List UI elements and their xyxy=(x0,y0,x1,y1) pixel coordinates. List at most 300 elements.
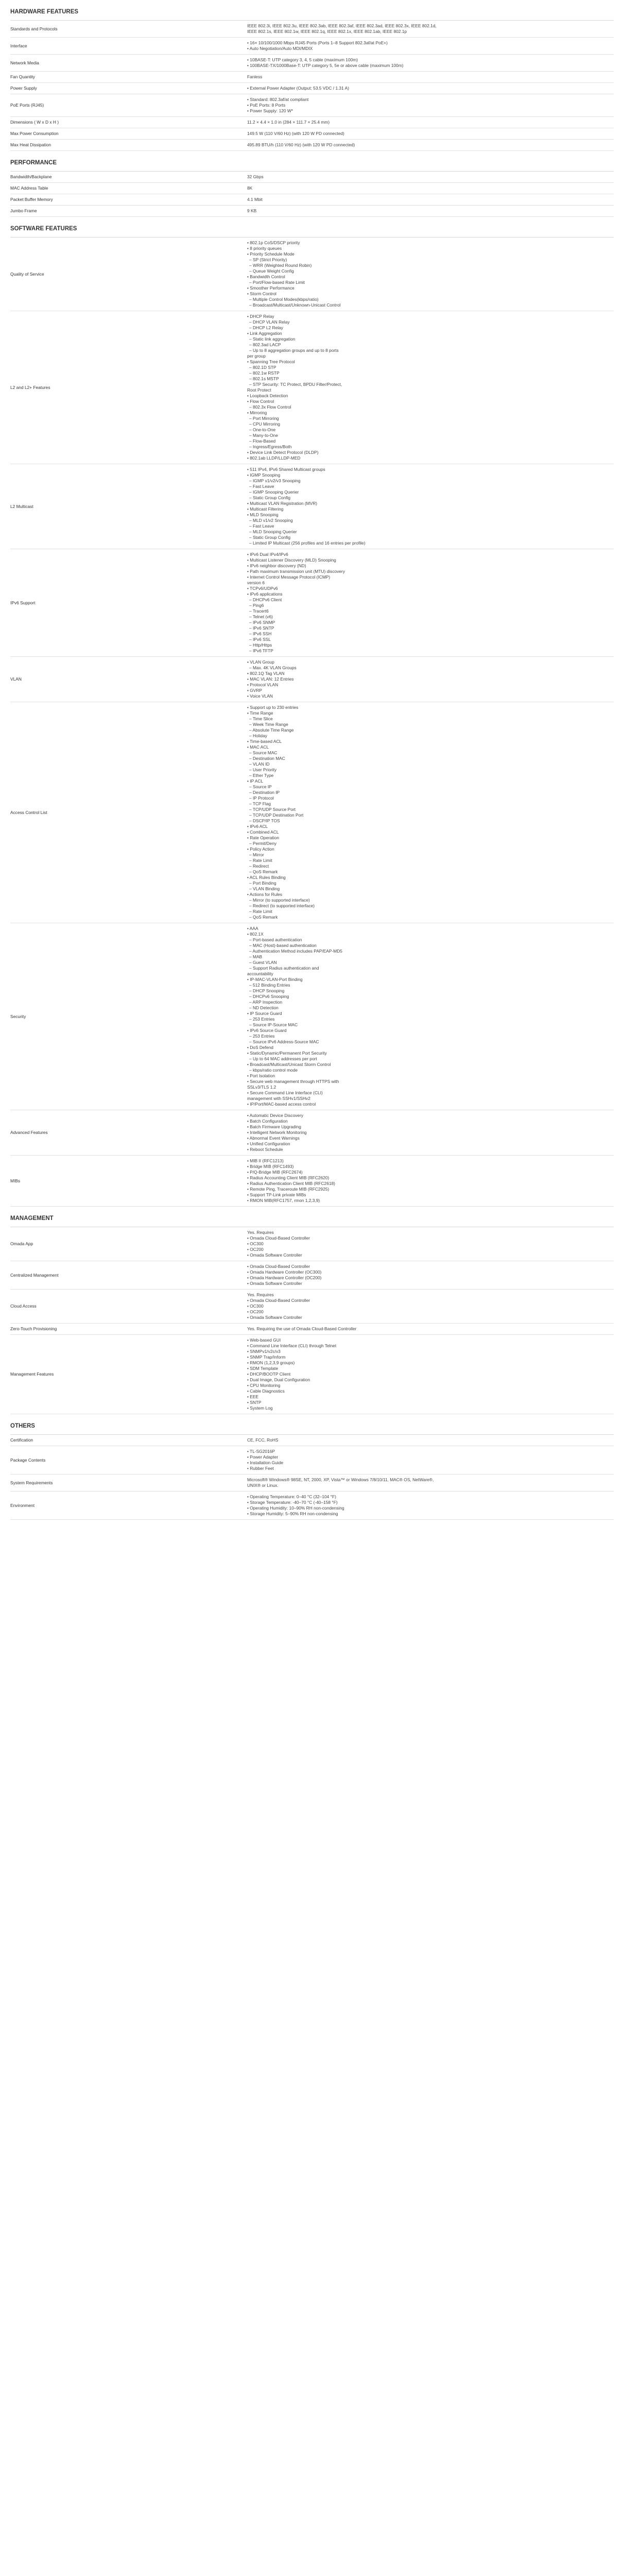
spec-row xyxy=(10,183,614,194)
spec-label: Fan Quantity xyxy=(10,72,247,83)
spec-value-line: • Omada Software Controller xyxy=(247,1281,302,1286)
spec-label: Certification xyxy=(10,1435,247,1446)
spec-value xyxy=(247,55,614,72)
spec-value-line: • Link Aggregation xyxy=(247,331,282,336)
spec-value-line: CE, FCC, RoHS xyxy=(247,1437,279,1443)
spec-row xyxy=(10,1261,614,1290)
spec-value-line: – DHCP VLAN Relay xyxy=(249,319,290,325)
spec-label: VLAN xyxy=(10,657,247,702)
spec-value-line: • Web-based GUI xyxy=(247,1337,281,1343)
spec-value xyxy=(247,1335,614,1414)
spec-value-line: – Up to 8 aggregation groups and up to 8 ports xyxy=(249,348,339,353)
spec-value-line: • CPU Monitoring xyxy=(247,1383,281,1388)
spec-value-line: – STP Security: TC Protect, BPDU Filter/Protect, xyxy=(249,382,342,387)
spec-value-line: – 802.1w RSTP xyxy=(249,370,280,376)
spec-value-line: • Operating Humidity: 10–90% RH non-condensing xyxy=(247,1505,344,1511)
spec-value-line: accountability xyxy=(247,971,273,976)
spec-value-line: • P/Q-Bridge MIB (RFC2674) xyxy=(247,1170,303,1175)
spec-value-line: • IP-MAC-VLAN-Port Binding xyxy=(247,977,303,982)
spec-value-line: – Static link aggregation xyxy=(249,336,296,342)
spec-row xyxy=(10,72,614,83)
spec-value-line: • Mirroring xyxy=(247,410,267,415)
spec-value-line: • Omada Software Controller xyxy=(247,1315,302,1320)
spec-value-line: – VLAN ID xyxy=(249,761,270,767)
spec-row xyxy=(10,923,614,1110)
spec-value-line: • Spanning Tree Protocol xyxy=(247,359,295,364)
spec-value-line: – IPv6 SSH xyxy=(249,631,272,636)
spec-value xyxy=(247,194,614,206)
spec-row xyxy=(10,38,614,55)
spec-value-line: – Broadcast/Multicast/Unknown-Unicast Control xyxy=(249,302,341,308)
spec-row xyxy=(10,1475,614,1492)
spec-label: Package Contents xyxy=(10,1446,247,1475)
spec-value-line: – User Priority xyxy=(249,767,277,772)
spec-value-line: – DHCPv6 Snooping xyxy=(249,994,289,999)
spec-value-line: • Command Line Interface (CLI) through Telnet xyxy=(247,1343,337,1348)
spec-value-line: • Storm Control xyxy=(247,291,276,296)
spec-value-line: – Week Time Range xyxy=(249,722,288,727)
spec-label: Packet Buffer Memory xyxy=(10,194,247,206)
spec-value-line: – 253 Entries xyxy=(249,1033,275,1039)
spec-value-line: • GVRP xyxy=(247,688,262,693)
spec-value-line: • Internet Control Message Protocol (ICMP) xyxy=(247,574,331,580)
spec-value-line: • Policy Action xyxy=(247,846,274,852)
spec-value xyxy=(247,183,614,194)
spec-value-line: • Dual Image, Dual Configuration xyxy=(247,1377,310,1382)
spec-value xyxy=(247,140,614,151)
spec-value-line: – Mirror xyxy=(249,852,264,857)
spec-value-line: • Actions for Rules xyxy=(247,892,283,897)
spec-value-line: – QoS Remark xyxy=(249,914,278,920)
spec-value-line: – TCP Flag xyxy=(249,801,271,806)
spec-value-line: • SNMP Trap/Inform xyxy=(247,1354,286,1360)
spec-row xyxy=(10,702,614,923)
spec-value-line: • DHCP Relay xyxy=(247,314,274,319)
spec-value-line: • RMON MIB(RFC1757, rmon 1,2,3,9) xyxy=(247,1198,320,1203)
spec-value-line: – One-to-One xyxy=(249,427,276,432)
spec-value-line: • EEE xyxy=(247,1394,259,1399)
spec-value-line: • AAA xyxy=(247,926,258,931)
spec-value-line: IEEE 802.1s, IEEE 802.1w, IEEE 802.1q, IEEE 802.1x, IEEE 802.1ab, IEEE 802.1p xyxy=(247,29,407,34)
spec-value-line: – Source IPv6 Address-Source MAC xyxy=(249,1039,319,1044)
spec-value xyxy=(247,1324,614,1335)
spec-value-line: • Omada Software Controller xyxy=(247,1252,302,1258)
spec-value-line: – 802.3x Flow Control xyxy=(249,404,291,410)
spec-value-line: • Protocol VLAN xyxy=(247,682,279,687)
spec-value-line: – Authentication Method includes PAP/EAP-MD5 xyxy=(249,948,342,954)
spec-value xyxy=(247,1110,614,1156)
spec-value-line: • IGMP Snooping xyxy=(247,472,281,478)
spec-row xyxy=(10,94,614,117)
spec-value-line: Yes. Requiring the use of Omada Cloud-Based Controller xyxy=(247,1326,357,1331)
spec-value-line: – Queue Weight Config xyxy=(249,268,294,274)
spec-value-line: – Fast Leave xyxy=(249,523,274,529)
spec-value-line: – DSCP/IP TOS xyxy=(249,818,280,823)
spec-value-line: 4.1 Mbit xyxy=(247,197,263,202)
spec-row xyxy=(10,1435,614,1446)
spec-value-line: • Batch Configuration xyxy=(247,1118,288,1124)
spec-value-line: management with SSHv1/SSHv2 xyxy=(247,1096,310,1101)
spec-value-line: • Power Adapter xyxy=(247,1454,279,1460)
spec-value-line: – SP (Strict Priority) xyxy=(249,257,287,262)
spec-row xyxy=(10,1156,614,1207)
spec-row xyxy=(10,206,614,217)
spec-label: Network Media xyxy=(10,55,247,72)
spec-row xyxy=(10,311,614,464)
spec-value-line: – kbps/ratio control mode xyxy=(249,1067,298,1073)
spec-value-line: • Cable Diagnostics xyxy=(247,1388,285,1394)
spec-value-line: – 512 Binding Entries xyxy=(249,982,290,988)
spec-value-line: – IGMP Snooping Querier xyxy=(249,489,299,495)
spec-row xyxy=(10,140,614,151)
spec-value-line: • Omada Cloud-Based Controller xyxy=(247,1235,310,1241)
spec-label: Max Power Consumption xyxy=(10,128,247,140)
spec-value-line: • 100BASE-TX/1000Base-T: UTP category 5, 5e or above cable (maximum 100m) xyxy=(247,63,404,68)
spec-value-line: – Up to 64 MAC addresses per port xyxy=(249,1056,317,1061)
spec-value-line: – Flow-Based xyxy=(249,438,276,444)
spec-label: Jumbo Frame xyxy=(10,206,247,217)
spec-row xyxy=(10,464,614,549)
spec-value-line: • Loopback Detection xyxy=(247,393,288,398)
spec-value-line: – TCP/UDP Destination Port xyxy=(249,812,304,818)
spec-value-line: – QoS Remark xyxy=(249,869,278,874)
spec-row xyxy=(10,238,614,311)
spec-value-line: • Secure Command Line Interface (CLI) xyxy=(247,1090,323,1095)
spec-value-line: • Omada Hardware Controller (OC200) xyxy=(247,1275,322,1280)
spec-value-line: • PoE Ports: 8 Ports xyxy=(247,103,286,108)
spec-value-line: Fanless xyxy=(247,74,263,79)
spec-value-line: – Rate Limit xyxy=(249,858,272,863)
section-title: HARDWARE FEATURES xyxy=(10,0,614,21)
spec-value xyxy=(247,83,614,94)
spec-value-line: • Secure web management through HTTPS with xyxy=(247,1079,339,1084)
spec-value-line: • SDM Template xyxy=(247,1366,279,1371)
spec-label: L2 Multicast xyxy=(10,464,247,549)
spec-value-line: • 802.1X xyxy=(247,931,264,937)
spec-value-line: • Operating Temperature: 0–40 °C (32–104 °F) xyxy=(247,1494,336,1499)
spec-value-line: • IP Source Guard xyxy=(247,1011,282,1016)
spec-value-line: – IGMP v1/v2/v3 Snooping xyxy=(249,478,301,483)
spec-value-line: • Combined ACL xyxy=(247,829,279,835)
spec-value-line: • 802.1Q Tag VLAN xyxy=(247,671,285,676)
spec-value-line: 149.5 W (110 V/60 Hz) (with 120 W PD connected) xyxy=(247,131,344,136)
spec-label: Bandwidth/Backplane xyxy=(10,172,247,183)
spec-section xyxy=(10,1414,614,1520)
spec-value-line: 495.89 BTU/h (110 V/60 Hz) (with 120 W PD connected) xyxy=(247,142,355,147)
spec-value xyxy=(247,1446,614,1475)
spec-value-line: • SNTP xyxy=(247,1400,262,1405)
spec-value-line: – Rate Limit xyxy=(249,909,272,914)
spec-value-line: – Port Binding xyxy=(249,880,276,886)
spec-value-line: • Bandwidth Control xyxy=(247,274,285,279)
spec-value-line: • Priority Schedule Mode xyxy=(247,251,294,257)
spec-value xyxy=(247,1492,614,1520)
spec-value-line: – IPv6 SNTP xyxy=(249,625,274,631)
spec-value-line: – MLD v1/v2 Snooping xyxy=(249,518,293,523)
spec-value-line: – Ingress/Egress/Both xyxy=(249,444,292,449)
spec-value-line: • TL-SG2016P xyxy=(247,1449,275,1454)
spec-value-line: – Limited IP Multicast (256 profiles and 16 entries per profile) xyxy=(249,540,366,546)
spec-label: Centralized Management xyxy=(10,1261,247,1290)
spec-value-line: – Source IP-Source MAC xyxy=(249,1022,298,1027)
spec-value-line: • IPv6 applications xyxy=(247,591,283,597)
spec-value-line: • Device Link Detect Protocol (DLDP) xyxy=(247,450,319,455)
section-title: MANAGEMENT xyxy=(10,1207,614,1227)
spec-value-line: – Port-based authentication xyxy=(249,937,302,942)
spec-value xyxy=(247,21,614,38)
spec-value-line: – DHCP L2 Relay xyxy=(249,325,283,330)
spec-value-line: – Redirect xyxy=(249,863,269,869)
spec-value-line: • Support TP-Link private MIBs xyxy=(247,1192,306,1197)
spec-value-line: – VLAN Binding xyxy=(249,886,280,891)
spec-value-line: – Port Mirroring xyxy=(249,416,279,421)
spec-value xyxy=(247,657,614,702)
spec-row xyxy=(10,128,614,140)
spec-label: Omada App xyxy=(10,1227,247,1261)
spec-section xyxy=(10,0,614,151)
spec-value-line: • IPv6 neighbor discovery (ND) xyxy=(247,563,306,568)
spec-value-line: – IPv6 SSL xyxy=(249,637,271,642)
spec-value-line: • Radius Authentication Client MIB (RFC2618) xyxy=(247,1181,335,1186)
spec-value-line: – Fast Leave xyxy=(249,484,274,489)
spec-value-line: • Rate Operation xyxy=(247,835,280,840)
spec-label: Dimensions ( W x D x H ) xyxy=(10,117,247,128)
spec-label: Environment xyxy=(10,1492,247,1520)
spec-row xyxy=(10,549,614,657)
spec-row xyxy=(10,1324,614,1335)
spec-value-line: • Omada Cloud-Based Controller xyxy=(247,1298,310,1303)
spec-value-line: – MAC (Host)-based authentication xyxy=(249,943,317,948)
spec-value xyxy=(247,117,614,128)
spec-value-line: • Broadcast/Multicast/Unicast Storm Control xyxy=(247,1062,331,1067)
spec-value-line: – MAB xyxy=(249,954,263,959)
spec-value-line: • Auto Negotiation/Auto MDI/MDIX xyxy=(247,46,313,51)
spec-value-line: • Standard: 802.3af/at compliant xyxy=(247,97,309,102)
spec-value-line: – 802.1s MSTP xyxy=(249,376,279,381)
spec-value-line: • Bridge MIB (RFC1493) xyxy=(247,1164,294,1169)
spec-value-line: • Storage Humidity: 5–90% RH non-condensing xyxy=(247,1511,338,1516)
spec-table xyxy=(10,238,614,1207)
spec-value xyxy=(247,1435,614,1446)
spec-value xyxy=(247,1290,614,1324)
spec-value-line: • Abnormal Event Warnings xyxy=(247,1136,300,1141)
spec-value-line: • Power Supply: 120 W* xyxy=(247,108,293,113)
spec-value-line: • Storage Temperature: -40–70 °C (-40–158 °F) xyxy=(247,1500,338,1505)
spec-value-line: – Destination MAC xyxy=(249,756,285,761)
spec-value-line: • 802.1p CoS/DSCP priority xyxy=(247,240,300,245)
spec-value-line: • Support up to 230 entries xyxy=(247,705,299,710)
spec-value-line: • Voice VLAN xyxy=(247,693,273,699)
spec-value-line: per group xyxy=(247,353,266,359)
spec-value-line: • Static/Dynamic/Permanent Port Security xyxy=(247,1050,327,1056)
spec-row xyxy=(10,1227,614,1261)
spec-value-line: – Support Radius authentication and xyxy=(249,965,319,971)
spec-value-line: – Mirror (to supported interface) xyxy=(249,897,310,903)
section-title: SOFTWARE FEATURES xyxy=(10,217,614,238)
spec-label: L2 and L2+ Features xyxy=(10,311,247,464)
spec-value-line: – IPv6 SNMP xyxy=(249,620,275,625)
spec-value-line: – CPU Mirroring xyxy=(249,421,281,427)
spec-value xyxy=(247,1261,614,1290)
spec-value-line: – DHCP Snooping xyxy=(249,988,285,993)
spec-label: Power Supply xyxy=(10,83,247,94)
spec-value xyxy=(247,1227,614,1261)
spec-value-line: • Flow Control xyxy=(247,399,274,404)
spec-value-line: • VLAN Group xyxy=(247,659,274,665)
spec-value-line: 11.2 × 4.4 × 1.0 in (284 × 111.7 × 25.4 mm) xyxy=(247,120,330,125)
spec-section xyxy=(10,151,614,217)
spec-value-line: – WRR (Weighted Round Robin) xyxy=(249,263,312,268)
spec-label: Advanced Features xyxy=(10,1110,247,1156)
spec-value-line: – Max. 4K VLAN Groups xyxy=(249,665,297,670)
spec-value-line: • RMON (1,2,3,9 groups) xyxy=(247,1360,295,1365)
spec-value xyxy=(247,94,614,117)
spec-label: System Requirements xyxy=(10,1475,247,1492)
spec-value-line: • IP/Port/MAC-based access control xyxy=(247,1101,316,1107)
section-title: OTHERS xyxy=(10,1414,614,1435)
spec-label: Interface xyxy=(10,38,247,55)
spec-value-line: • 16× 10/100/1000 Mbps RJ45 Ports (Ports 1–8 Support 802.3af/at PoE+) xyxy=(247,40,388,45)
spec-value xyxy=(247,1475,614,1492)
spec-value xyxy=(247,238,614,311)
spec-row xyxy=(10,1492,614,1520)
spec-value-line: • 8 priority queues xyxy=(247,246,282,251)
spec-value-line: • IPv6 Dual IPv4/IPv6 xyxy=(247,552,288,557)
spec-value-line: – Source MAC xyxy=(249,750,278,755)
spec-value-line: – Source IP xyxy=(249,784,272,789)
spec-value-line: – IPv6 TFTP xyxy=(249,648,273,653)
spec-value-line: • Smoother Performance xyxy=(247,285,294,291)
spec-row xyxy=(10,172,614,183)
spec-value-line: – Static Group Config xyxy=(249,535,291,540)
spec-value-line: – 253 Entries xyxy=(249,1016,275,1022)
spec-value-line: • OC300 xyxy=(247,1241,264,1246)
spec-label: Management Features xyxy=(10,1335,247,1414)
spec-value-line: • Multicast Filtering xyxy=(247,506,284,512)
spec-value-line: – Holiday xyxy=(249,733,267,738)
spec-value xyxy=(247,923,614,1110)
spec-value-line: • TCPv6/UDPv6 xyxy=(247,586,278,591)
spec-row xyxy=(10,55,614,72)
spec-value-line: – ARP Inspection xyxy=(249,999,283,1005)
spec-value-line: • Time Range xyxy=(247,710,273,716)
spec-label: Zero-Touch Provisioning xyxy=(10,1324,247,1335)
spec-value-line: • Unified Configuration xyxy=(247,1141,290,1146)
spec-value xyxy=(247,1156,614,1207)
spec-value-line: • ACL Rules Binding xyxy=(247,875,286,880)
spec-label: IPv6 Support xyxy=(10,549,247,657)
spec-value-line: – 802.3ad LACP xyxy=(249,342,281,347)
spec-value-line: IEEE 802.3i, IEEE 802.3u, IEEE 802.3ab, IEEE 802.3af, IEEE 802.3ad, IEEE 802.3x, IEEE 802.1d, xyxy=(247,23,437,28)
spec-value-line: • Omada Cloud-Based Controller xyxy=(247,1264,310,1269)
spec-value-line: • 10BASE-T: UTP category 3, 4, 5 cable (maximum 100m) xyxy=(247,57,358,62)
spec-row xyxy=(10,194,614,206)
spec-value-line: UNIX® or Linux. xyxy=(247,1483,279,1488)
spec-value-line: Yes. Requires xyxy=(247,1292,274,1297)
spec-row xyxy=(10,83,614,94)
spec-value-line: • DoS Defend xyxy=(247,1045,273,1050)
spec-value-line: – ND Detection xyxy=(249,1005,279,1010)
spec-value xyxy=(247,702,614,923)
spec-value-line: – Guest VLAN xyxy=(249,960,277,965)
spec-value xyxy=(247,464,614,549)
spec-value-line: – IP Protocol xyxy=(249,795,274,801)
spec-value-line: • Omada Hardware Controller (OC300) xyxy=(247,1269,322,1275)
spec-value-line: 32 Gbps xyxy=(247,174,264,179)
spec-row xyxy=(10,1290,614,1324)
spec-value-line: • DHCP/BOOTP Client xyxy=(247,1371,291,1377)
spec-value-line: – DHCPv6 Client xyxy=(249,597,282,602)
spec-value-line: • 802.1ab LLDP/LLDP-MED xyxy=(247,455,301,461)
spec-value-line: • Batch Firmware Upgrading xyxy=(247,1124,301,1129)
spec-section xyxy=(10,217,614,1207)
spec-value-line: – TCP/UDP Source Port xyxy=(249,807,296,812)
spec-value-line: version 6 xyxy=(247,580,265,585)
spec-label: Security xyxy=(10,923,247,1110)
spec-table xyxy=(10,21,614,151)
spec-value-line: • External Power Adapter (Output: 53.5 VDC / 1.31 A) xyxy=(247,86,349,91)
spec-value-line: • Multicast VLAN Registration (MVR) xyxy=(247,501,318,506)
spec-value-line: Yes. Requires xyxy=(247,1230,274,1235)
spec-row xyxy=(10,1110,614,1156)
spec-label: Standards and Protocols xyxy=(10,21,247,38)
section-title: PERFORMANCE xyxy=(10,151,614,172)
spec-value-line: – Tracert6 xyxy=(249,608,269,614)
spec-label: Access Control List xyxy=(10,702,247,923)
spec-row xyxy=(10,657,614,702)
spec-value xyxy=(247,172,614,183)
spec-value-line: 8K xyxy=(247,185,253,191)
spec-value xyxy=(247,311,614,464)
spec-value-line: – Ether Type xyxy=(249,773,274,778)
spec-label: MAC Address Table xyxy=(10,183,247,194)
spec-value-line: • MAC VLAN: 12 Entries xyxy=(247,676,294,682)
spec-value-line: • Rubber Feet xyxy=(247,1466,274,1471)
spec-value-line: • SNMPv1/v2c/v3 xyxy=(247,1349,281,1354)
spec-value xyxy=(247,549,614,657)
spec-value xyxy=(247,72,614,83)
spec-value-line: – Redirect (to supported interface) xyxy=(249,903,315,908)
spec-value-line: – Absolute Time Range xyxy=(249,727,294,733)
spec-value-line: • Automatic Device Discovery xyxy=(247,1113,304,1118)
spec-value-line: • Multicast Listener Discovery (MLD) Snooping xyxy=(247,557,336,563)
spec-table xyxy=(10,1435,614,1520)
spec-label: Cloud Access xyxy=(10,1290,247,1324)
spec-value-line: • 511 IPv4, IPv6 Shared Multicast groups xyxy=(247,467,325,472)
spec-row xyxy=(10,1335,614,1414)
spec-value-line: • Installation Guide xyxy=(247,1460,283,1465)
spec-value-line: • System Log xyxy=(247,1405,273,1411)
spec-value-line: – Time Slice xyxy=(249,716,273,721)
spec-value-line: • Path maximum transmission unit (MTU) discovery xyxy=(247,569,345,574)
spec-value-line: • MLD Snooping xyxy=(247,512,279,517)
spec-value-line: • Radius Accounting Client MIB (RFC2620) xyxy=(247,1175,330,1180)
spec-value-line: – Many-to-One xyxy=(249,433,278,438)
spec-value-line: – Port/Flow-based Rate Limit xyxy=(249,280,305,285)
spec-value-line: Root Protect xyxy=(247,387,271,393)
spec-value-line: – MLD Snooping Querier xyxy=(249,529,297,534)
spec-section xyxy=(10,1207,614,1414)
spec-row xyxy=(10,117,614,128)
spec-label: Max Heat Dissipation xyxy=(10,140,247,151)
spec-value-line: • MIB II (RFC1213) xyxy=(247,1158,284,1163)
spec-value-line: – Static Group Config xyxy=(249,495,291,500)
spec-value-line: • IP ACL xyxy=(247,778,264,784)
spec-value-line: • Remote Ping, Traceroute MIB (RFC2925) xyxy=(247,1187,330,1192)
spec-label: PoE Ports (RJ45) xyxy=(10,94,247,117)
spec-value-line: – Ping6 xyxy=(249,603,264,608)
spec-value xyxy=(247,38,614,55)
